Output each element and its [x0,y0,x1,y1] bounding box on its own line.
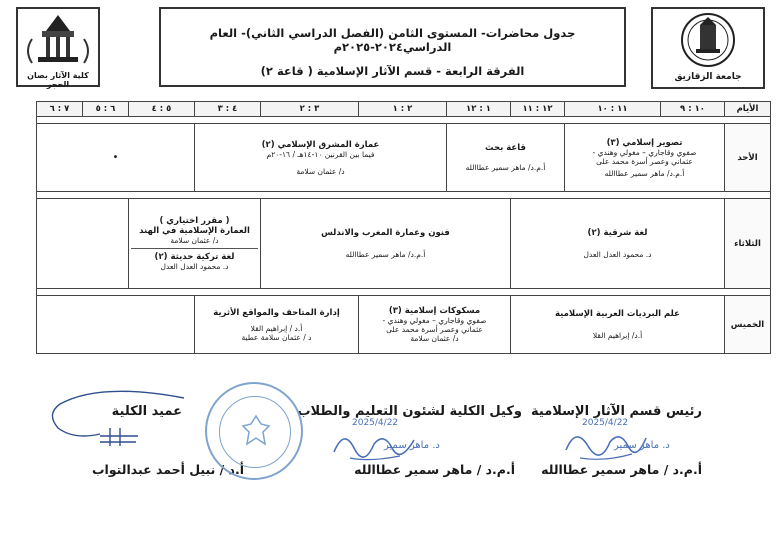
header-slot: ١٢ : ١١ [511,102,565,117]
sunday-empty [37,124,195,192]
thursday-course-3 [195,296,359,354]
dept-head-handwritten-note: د. ماهر سمير [614,440,670,451]
sunday-course-1 [565,124,725,192]
course-instructor: د/ عثمان سلامة [296,166,345,176]
course-instructor: أ.م.د/ ماهر سمير عطاالله [465,163,546,172]
eagle-emblem-icon [241,414,271,448]
sunday-mark: • [112,152,119,163]
dean-name: أ.د / نبيل أحمد عبدالتواب [92,462,244,477]
header-slot: ٥ : ٤ [129,102,195,117]
table-header-row [37,102,771,117]
dept-head-name: أ.م.د / ماهر سمير عطاالله [541,462,702,477]
vice-dean-name: أ.م.د / ماهر سمير عطاالله [354,462,515,477]
header-slot: ١١ : ١٠ [565,102,661,117]
table-row-thursday [37,296,771,354]
course-detail: صفوي وقاجاري – مغولي وهندي - [382,316,487,325]
course-title: إدارة المتاحف والمواقع الأثرية [213,307,340,318]
tuesday-course-1 [511,199,725,289]
course-detail: عثماني وعصر أسرة محمد على [386,325,483,334]
course-instructor: أ.م.د/ ماهر سمير عطاالله [604,168,685,178]
vice-dean-handwritten-note: د. ماهر سمير [384,440,440,451]
header-slot: ١ : ١٢ [447,102,511,117]
header-slot: ٣ : ٢ [261,102,359,117]
schedule-title: جدول محاضرات- المستوى الثامن (الفصل الدراسي الثاني)- العام الدراسي٢٠٢٤-٢٠٢٥م [209,26,576,54]
tuesday-course-3 [129,199,261,289]
vice-dean-handwritten-date: 2025/4/22 [352,418,399,428]
dean-title: عميد الكلية [111,404,182,419]
official-stamp [205,382,303,480]
course-title: علم البرديات العربية الإسلامية [555,309,680,319]
course-title: لغة شرقية (٢) [587,228,648,238]
course-instructor: د. محمود العدل العدل [160,262,229,271]
course-instructor: أ.د / إبراهيم القلا [250,323,303,333]
course-title: مسكوكات إسلامية (٣) [388,306,481,316]
vice-dean-title: وكيل الكلية لشئون التعليم والطلاب [297,404,522,419]
course-instructor: د/ عثمان سلامة [170,236,219,245]
dean-handwritten-signature [40,384,190,464]
course-instructor: أ.د/ إبراهيم القلا [592,331,643,340]
header-slot: ٤ : ٣ [195,102,261,117]
day-tuesday: الثلاثاء [725,199,771,289]
course-title: ( مقرر اختياري ) [159,216,230,226]
day-thursday: الخميس [725,296,771,354]
schedule-subtitle: الفرقة الرابعة - قسم الآثار الإسلامية ( قاعة ٢) [260,64,525,78]
elective-course [131,216,258,249]
faculty-logo [16,7,100,87]
thursday-course-2 [359,296,511,354]
header-days: الأيام [725,102,771,117]
dept-head-title: رئيس قسم الآثار الإسلامية [531,404,702,419]
sunday-course-2 [447,124,565,192]
header-slot: ٢ : ١ [359,102,447,117]
row-gap [37,289,771,296]
header-slot: ٦ : ٥ [83,102,129,117]
sunday-course-3 [195,124,447,192]
faculty-emblem-icon [18,9,98,71]
course-title: عمارة المشرق الإسلامي (٢) [261,139,380,150]
row-gap [37,192,771,199]
course-instructor: د. محمود العدل العدل [583,250,652,259]
header-slot: ١٠ : ٩ [661,102,725,117]
course-title: قاعة بحث [485,143,526,153]
row-gap [37,117,771,124]
schedule-title-box [159,7,626,87]
schedule-table [36,101,771,354]
day-sunday: الأحد [725,124,771,192]
course-detail: صفوي وقاجاري – مغولي وهندي - [592,147,697,157]
university-logo [651,7,765,89]
university-caption: جامعة الزقازيق [674,72,742,82]
course-instructor: د/ عثمان سلامة [410,334,459,343]
table-row-sunday [37,124,771,192]
faculty-caption: كلية الآثار بصان الحجر [27,71,89,89]
university-emblem-icon [653,9,763,71]
course-instructor: د / عثمان سلامة عطية [241,332,312,342]
course-title: لغة تركية حديثة (٢) [154,252,235,262]
course-title: فنون وعمارة المغرب والاندلس [321,228,450,238]
course-title: تصوير إسلامي (٣) [606,137,683,148]
dept-head-handwritten-date: 2025/4/22 [582,418,629,428]
tuesday-empty [37,199,129,289]
tuesday-course-2 [261,199,511,289]
header-slot: ٧ : ٦ [37,102,83,117]
course-detail: عثماني وعصر أسرة محمد على [596,156,693,166]
table-row-tuesday [37,199,771,289]
course-detail: العمارة الإسلامية في الهند [139,226,250,236]
course-detail: فيما بين القرنين ١٠-١٤هـ / ١٦-٢٠م [266,149,375,159]
course-instructor: أ.م.د/ ماهر سمير عطاالله [345,250,426,259]
thursday-empty [37,296,195,354]
thursday-course-1 [511,296,725,354]
